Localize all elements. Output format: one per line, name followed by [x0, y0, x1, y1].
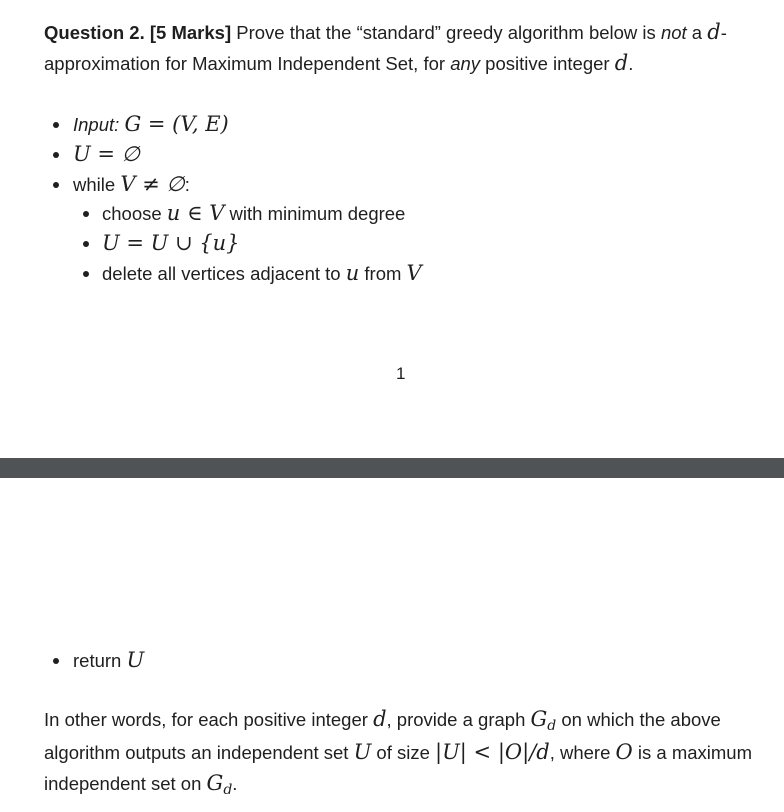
bullet-icon	[53, 122, 59, 128]
question-statement: Question 2. [5 Marks] Prove that the “standard” greedy algorithm below is not a d-approximation for Maximum Independent Set, for any positive integer d.	[44, 20, 727, 75]
bullet-icon	[53, 152, 59, 158]
algorithm-while-line: while V ≠ ∅:	[73, 172, 190, 196]
bullet-icon	[83, 241, 89, 247]
algorithm-update-line: U = U ∪ {u}	[102, 231, 240, 255]
algorithm-return-line: return U	[73, 648, 145, 672]
algorithm-input-line: Input: G = (V, E)	[73, 112, 229, 136]
algorithm-choose-line: choose u ∈ V with minimum degree	[102, 201, 406, 225]
bullet-icon	[83, 271, 89, 277]
bullet-icon	[53, 182, 59, 188]
conclusion-paragraph: In other words, for each positive integer d, provide a graph $G_d$ on which the above algorithm outputs an independent set U of size |U| < |O|/d, where O is a maximum independent set on $G_d$.	[44, 707, 752, 798]
bullet-icon	[83, 211, 89, 217]
page-number: 1	[396, 364, 406, 383]
page-divider	[0, 458, 784, 478]
question-label: Question 2. [5 Marks]	[44, 22, 232, 43]
algorithm-init-line: U = ∅	[73, 142, 140, 166]
bullet-icon	[53, 658, 59, 664]
algorithm-delete-line: delete all vertices adjacent to u from V	[102, 261, 422, 285]
